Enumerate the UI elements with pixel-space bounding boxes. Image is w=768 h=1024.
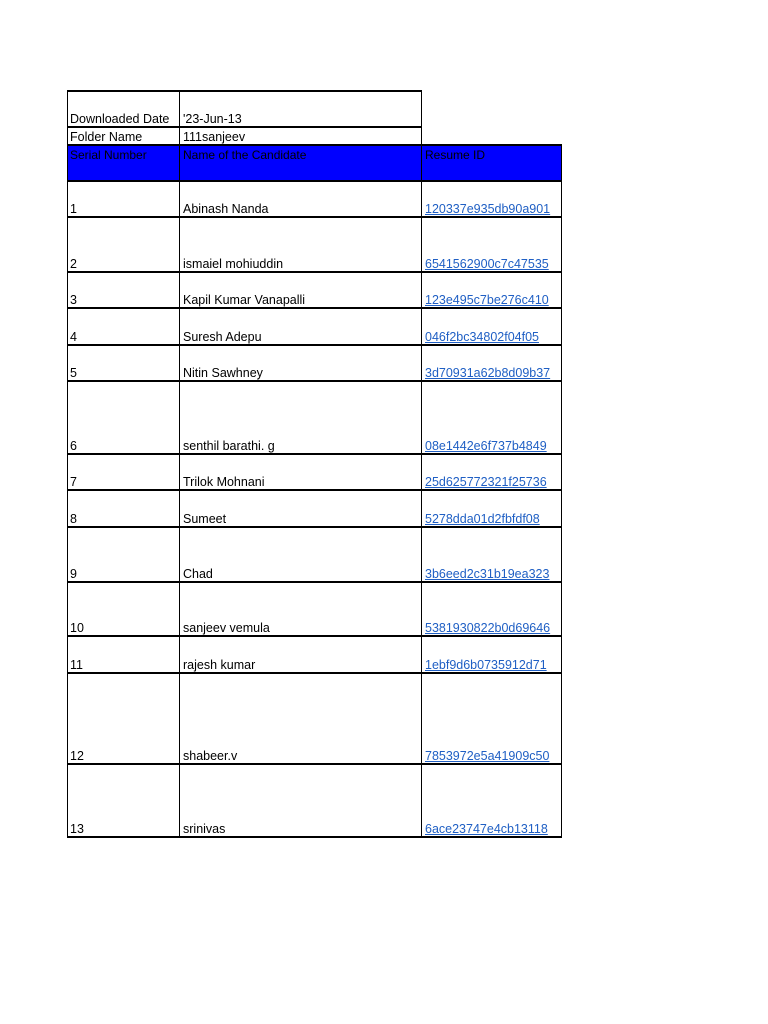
grid-line [67,526,562,528]
serial-cell: 2 [70,257,77,271]
serial-cell: 8 [70,512,77,526]
serial-cell: 1 [70,202,77,216]
grid-line [67,216,562,218]
folder-name-value: 111sanjeev [183,130,246,144]
table-row [67,381,562,454]
table-row [67,345,562,381]
table-row [67,636,562,673]
serial-cell: 13 [70,822,84,836]
table-row [67,490,562,527]
candidate-name-cell: senthil barathi. g [183,439,275,453]
resume-id-link[interactable]: 6ace23747e4cb13118 [425,822,548,836]
candidate-name-cell: ismaiel mohiuddin [183,257,284,271]
grid-line [67,271,562,273]
resume-id-link[interactable]: 5278dda01d2fbfdf08 [425,512,540,526]
resume-id-header: Resume ID [425,148,486,162]
grid-line [67,672,562,674]
serial-cell: 3 [70,293,77,307]
grid-line [67,380,562,382]
grid-line [67,90,422,92]
folder-name-row [67,127,562,145]
resume-id-link[interactable]: 7853972e5a41909c50 [425,749,550,763]
resume-id-link[interactable]: 5381930822b0d69646 [425,621,551,635]
grid-line [67,144,562,146]
serial-cell: 11 [70,658,83,672]
resume-id-link[interactable]: 120337e935db90a901 [425,202,551,216]
serial-cell: 5 [70,366,77,380]
candidate-name-cell: Trilok Mohnani [183,475,265,489]
resume-id-link[interactable]: 046f2bc34802f04f05 [425,330,539,344]
grid-line [67,307,562,309]
candidate-name-header: Name of the Candidate [183,148,307,162]
serial-cell: 7 [70,475,77,489]
downloaded-date-value: '23-Jun-13 [183,112,242,126]
table-row [67,217,562,272]
column-header-row [67,145,562,163]
resume-id-link[interactable]: 3b6eed2c31b19ea323 [425,567,550,581]
candidate-name-cell: shabeer.v [183,749,238,763]
serial-number-header: Serial Number [70,148,147,162]
downloaded-date-label: Downloaded Date [70,112,170,126]
grid-line [67,581,562,583]
table-row [67,454,562,490]
grid-line [67,836,562,838]
serial-cell: 6 [70,439,77,453]
grid-line [67,126,422,128]
serial-cell: 9 [70,567,77,581]
resume-id-link[interactable]: 3d70931a62b8d09b37 [425,366,551,380]
candidate-name-cell: Abinash Nanda [183,202,269,216]
grid-line [67,453,562,455]
candidate-name-cell: Kapil Kumar Vanapalli [183,293,306,307]
resume-id-link[interactable]: 123e495c7be276c410 [425,293,549,307]
resume-id-link[interactable]: 1ebf9d6b0735912d71 [425,658,547,672]
serial-cell: 10 [70,621,84,635]
candidate-name-cell: Nitin Sawhney [183,366,263,380]
resume-id-link[interactable]: 25d625772321f25736 [425,475,547,489]
table-row [67,308,562,345]
blue-spacer-row [67,163,562,181]
resume-id-link[interactable]: 08e1442e6f737b4849 [425,439,547,453]
grid-line [561,145,562,837]
candidate-name-cell: sanjeev vemula [183,621,270,635]
table-row [67,764,562,837]
grid-line [67,763,562,765]
candidate-name-cell: Sumeet [183,512,227,526]
grid-line [67,344,562,346]
grid-line [179,90,180,837]
grid-line [67,180,562,182]
table-row [67,181,562,217]
resume-id-link[interactable]: 6541562900c7c47535 [425,257,549,271]
grid-line [67,489,562,491]
serial-cell: 12 [70,749,84,763]
serial-cell: 4 [70,330,77,344]
grid-line [67,90,68,837]
downloaded-date-row [67,90,562,127]
table-row [67,673,562,764]
grid-line [421,90,422,837]
candidate-name-cell: Suresh Adepu [183,330,262,344]
candidate-name-cell: Chad [183,567,213,581]
candidate-name-cell: srinivas [183,822,226,836]
table-row [67,582,562,636]
table-row [67,272,562,308]
folder-name-label: Folder Name [70,130,143,144]
candidate-name-cell: rajesh kumar [183,658,256,672]
table-row [67,527,562,582]
grid-line [67,635,562,637]
